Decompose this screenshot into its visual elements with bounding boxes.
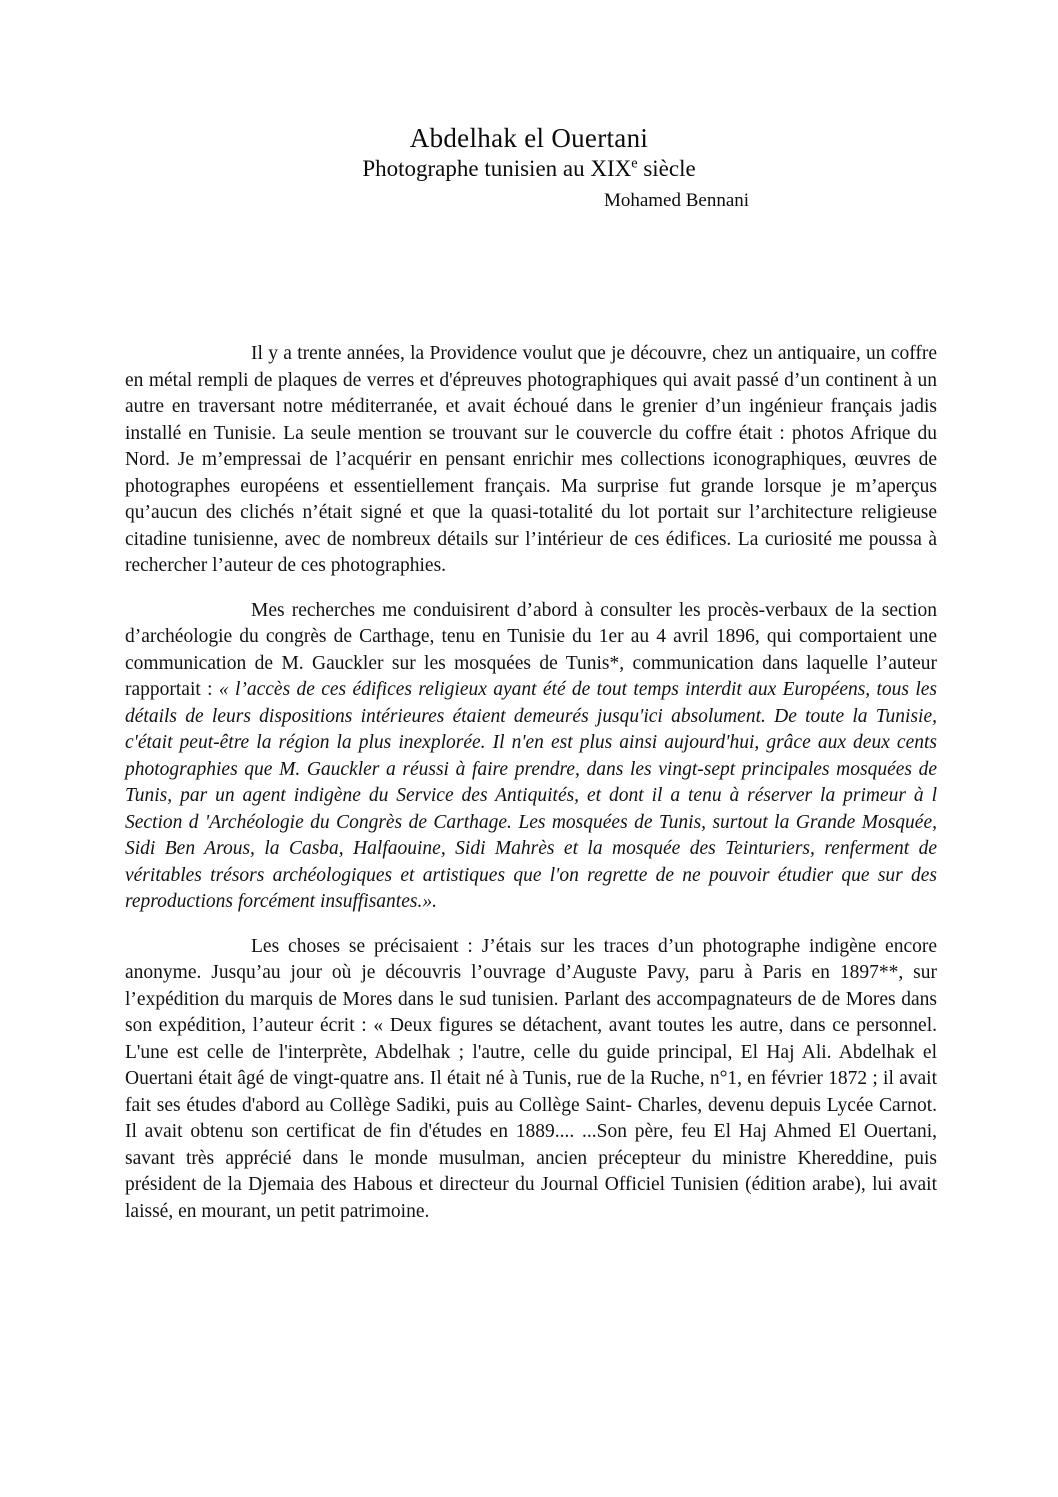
- subtitle-text: Photographe tunisien au XIX: [362, 156, 632, 181]
- document-body: [125, 341, 937, 1243]
- paragraph-3-text: Les choses se précisaient : J’étais sur les traces d’un photographe indigène encore anonyme. Jusqu’au jour où je découvris l’ouvrage d’Auguste Pavy, paru à Paris en 1897**, sur l’expédition du marquis de Mores dans le sud tunisien. Parlant des accompagnateurs de de Mores dans son expédition, l’auteur écrit : « Deux figures se détachent, avant toutes les autre, dans ce personnel. L'une est celle de l'interprète, Abdelhak ; l'autre, celle du guide principal, El Haj Ali. Abdelhak el Ouertani était âgé de vingt-quatre ans. Il était né à Tunis, rue de la Ruche, n°1, en février 1872 ; il avait fait ses études d'abord au Collège Sadiki, puis au Collège Saint- Charles, devenu depuis Lycée Carnot. Il avait obtenu son certificat de fin d'études en 1889.... ...Son père, feu El Haj Ahmed El Ouertani, savant très apprécié dans le monde musulman, ancien précepteur du ministre Khereddine, puis président de la Djemaia des Habous et directeur du Journal Officiel Tunisien (édition arabe), lui avait laissé, en mourant, un petit patrimoine.: [125, 935, 937, 1222]
- paragraph-3: [125, 934, 937, 1226]
- title-block: [0, 122, 1058, 214]
- paragraph-2: [125, 598, 937, 916]
- author-line: Mohamed Bennani: [603, 190, 750, 211]
- subtitle-superscript: e: [631, 155, 638, 172]
- paragraph-1: [125, 341, 937, 580]
- subtitle-text-end: siècle: [637, 156, 696, 181]
- paragraph-2-text: Mes recherches me conduisirent d’abord à consulter les procès-verbaux de la section d’archéologie du congrès de Carthage, tenu en Tunisie du 1er au 4 avril 1896, qui comportaient une communication de M. Gauckler sur les mosquées de Tunis*, communication dans laquelle l’auteur rapportait :: [125, 599, 937, 700]
- page-title: Abdelhak el Ouertani: [409, 123, 649, 153]
- paragraph-1-text: Il y a trente années, la Providence voulut que je découvre, chez un antiquaire, un coffre en métal rempli de plaques de verres et d'épreuves photographiques qui avait passé d’un continent à un autre en traversant notre méditerranée, et avait échoué dans le grenier d’un ingénieur français jadis installé en Tunisie. La seule mention se trouvant sur le couvercle du coffre était : photos Afrique du Nord. Je m’empressai de l’acquérir en pensant enrichir mes collections iconographiques, œuvres de photographes européens et essentiellement français. Ma surprise fut grande lorsque je m’aperçus qu’aucun des clichés n’était signé et que la quasi-totalité du lot portait sur l’architecture religieuse citadine tunisienne, avec de nombreux détails sur l’intérieur de ces édifices. La curiosité me poussa à rechercher l’auteur de ces photographies.: [125, 343, 937, 576]
- page-subtitle: [0, 154, 1058, 184]
- paragraph-2-quote: « l’accès de ces édifices religieux ayant été de tout temps interdit aux Européens, tous les détails de leurs dispositions intérieures étaient demeurés jusqu'ici absolument. De toute la Tunisie, c'était peut-être la région la plus inexplorée. Il n'en est plus ainsi aujourd'hui, grâce aux deux cents photographies que M. Gauckler a réussi à faire prendre, dans les vingt-sept principales mosquées de Tunis, par un agent indigène du Service des Antiquités, et dont il a tenu à réserver la primeur à l Section d 'Archéologie du Congrès de Carthage. Les mosquées de Tunis, surtout la Grande Mosquée, Sidi Ben Arous, la Casba, Halfaouine, Sidi Mahrès et la mosquée des Teinturiers, renferment de véritables trésors archéologiques et artistiques que l'on regrette de ne pouvoir étudier que sur des reproductions forcément insuffisantes.».: [125, 679, 937, 912]
